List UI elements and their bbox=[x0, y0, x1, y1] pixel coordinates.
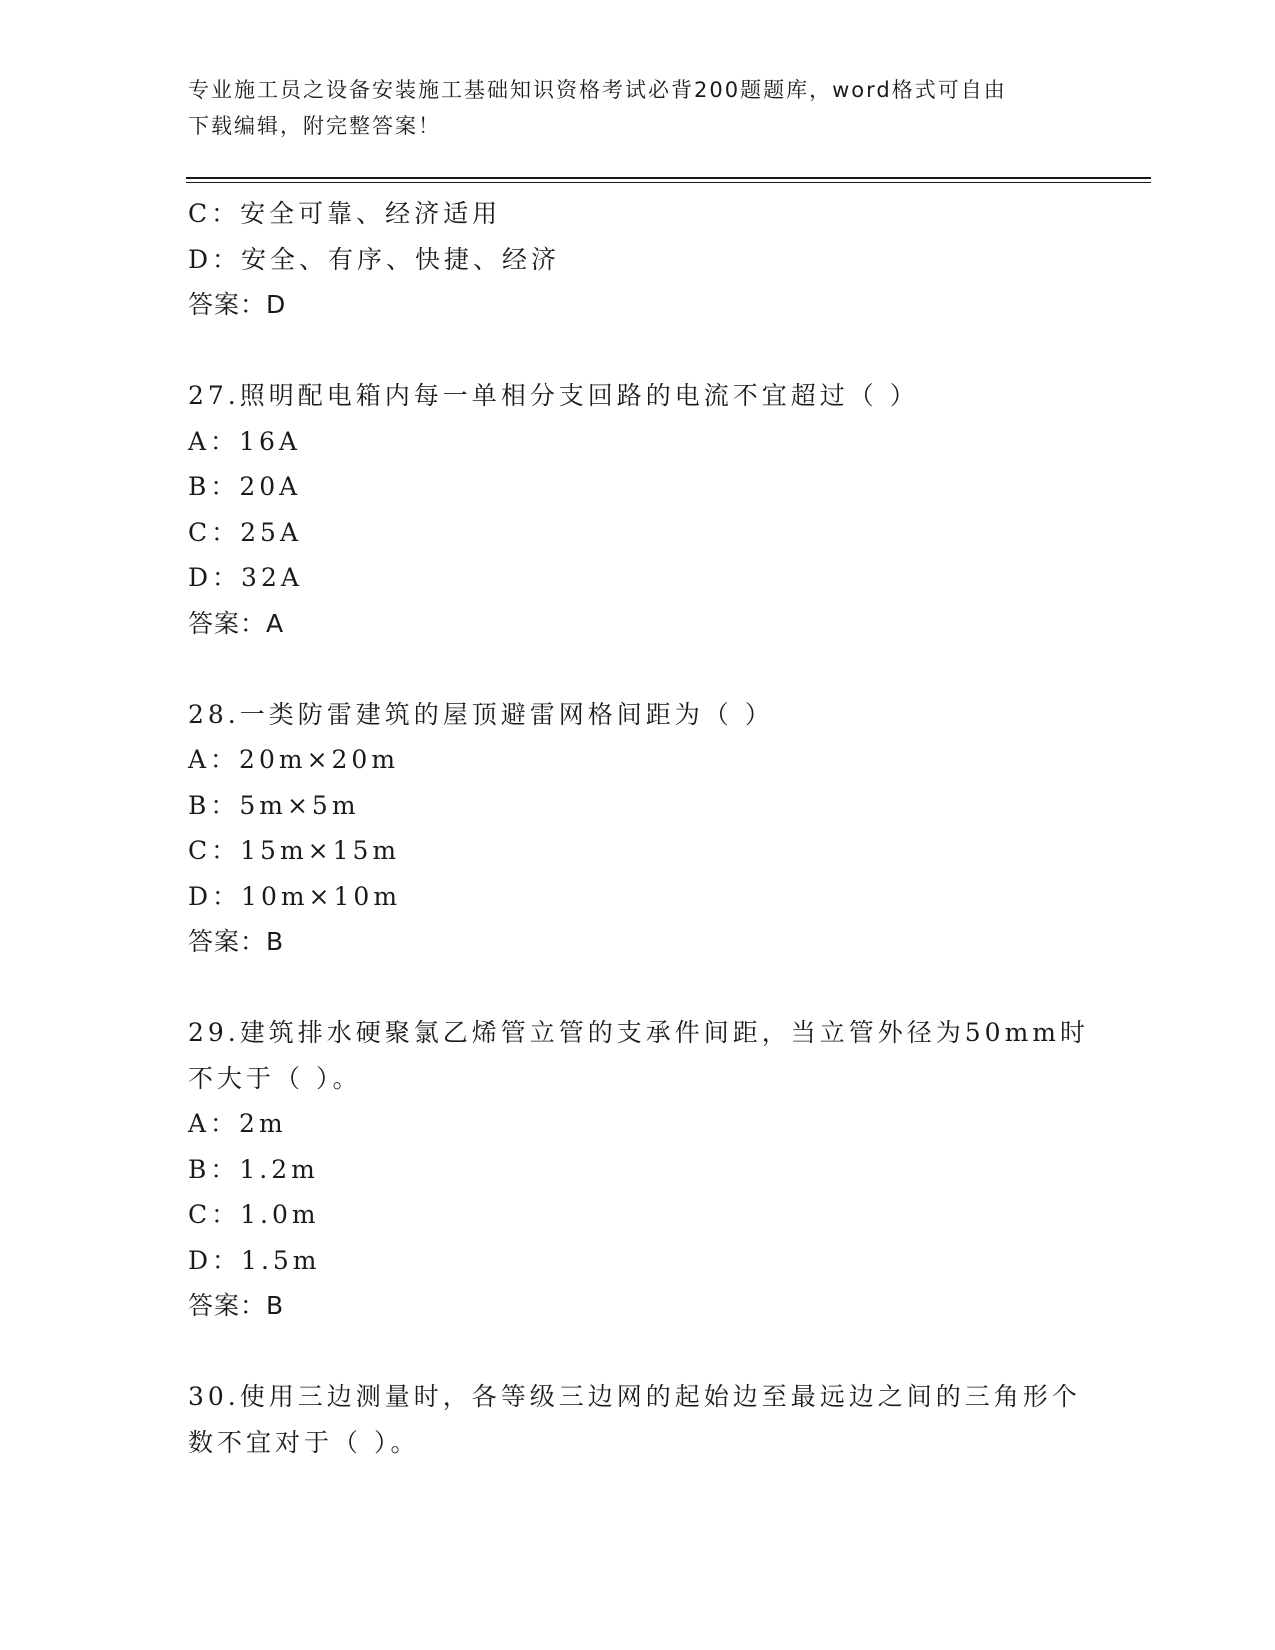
option-a: A：2m bbox=[188, 1109, 287, 1138]
option-b: B：5m×5m bbox=[188, 790, 360, 820]
option-d: D：1.5m bbox=[188, 1245, 321, 1275]
spacer bbox=[188, 1329, 1088, 1375]
question-27 bbox=[188, 373, 1088, 646]
answer-line: 答案：B bbox=[188, 927, 285, 956]
header-divider-thin bbox=[186, 182, 1151, 183]
option-c: C：安全可靠、经济适用 bbox=[188, 199, 502, 228]
option-c: C：15m×15m bbox=[188, 836, 401, 865]
question-list bbox=[188, 191, 1088, 1465]
question-30 bbox=[188, 1374, 1088, 1465]
question-stem: 28.一类防雷建筑的屋顶避雷网格间距为（ ） bbox=[188, 699, 774, 729]
question-28 bbox=[188, 692, 1088, 965]
answer-line: 答案：B bbox=[188, 1291, 285, 1320]
question-26-continued bbox=[188, 191, 1088, 328]
question-stem-line-1: 30.使用三边测量时，各等级三边网的起始边至最远边之间的三角形个 bbox=[188, 1382, 1081, 1411]
option-d: D：安全、有序、快捷、经济 bbox=[188, 244, 561, 274]
question-stem: 27.照明配电箱内每一单相分支回路的电流不宜超过（ ） bbox=[188, 381, 919, 410]
answer-line: 答案：A bbox=[188, 608, 285, 638]
header-divider-thick bbox=[186, 177, 1151, 179]
spacer bbox=[188, 328, 1088, 374]
option-c: C：1.0m bbox=[188, 1200, 320, 1229]
option-d: D：32A bbox=[188, 563, 303, 592]
option-c: C：25A bbox=[188, 517, 302, 547]
option-a: A：16A bbox=[188, 426, 301, 456]
document-header bbox=[188, 72, 1068, 144]
option-b: B：20A bbox=[188, 472, 302, 501]
spacer bbox=[188, 965, 1088, 1011]
option-a: A：20m×20m bbox=[188, 745, 400, 774]
option-d: D：10m×10m bbox=[188, 881, 402, 911]
question-stem-line-1: 29.建筑排水硬聚氯乙烯管立管的支承件间距，当立管外径为50mm时 bbox=[188, 1018, 1089, 1047]
option-b: B：1.2m bbox=[188, 1154, 319, 1184]
question-stem-line-2: 不大于（ ）。 bbox=[188, 1063, 362, 1093]
header-title-line-1: 专业施工员之设备安装施工基础知识资格考试必背200题题库，word格式可自由 bbox=[188, 78, 1007, 102]
question-29 bbox=[188, 1010, 1088, 1329]
header-title-line-2: 下载编辑，附完整答案！ bbox=[188, 114, 441, 138]
spacer bbox=[188, 646, 1088, 692]
answer-line: 答案：D bbox=[188, 290, 287, 319]
question-stem-line-2: 数不宜对于（ ）。 bbox=[188, 1427, 420, 1457]
